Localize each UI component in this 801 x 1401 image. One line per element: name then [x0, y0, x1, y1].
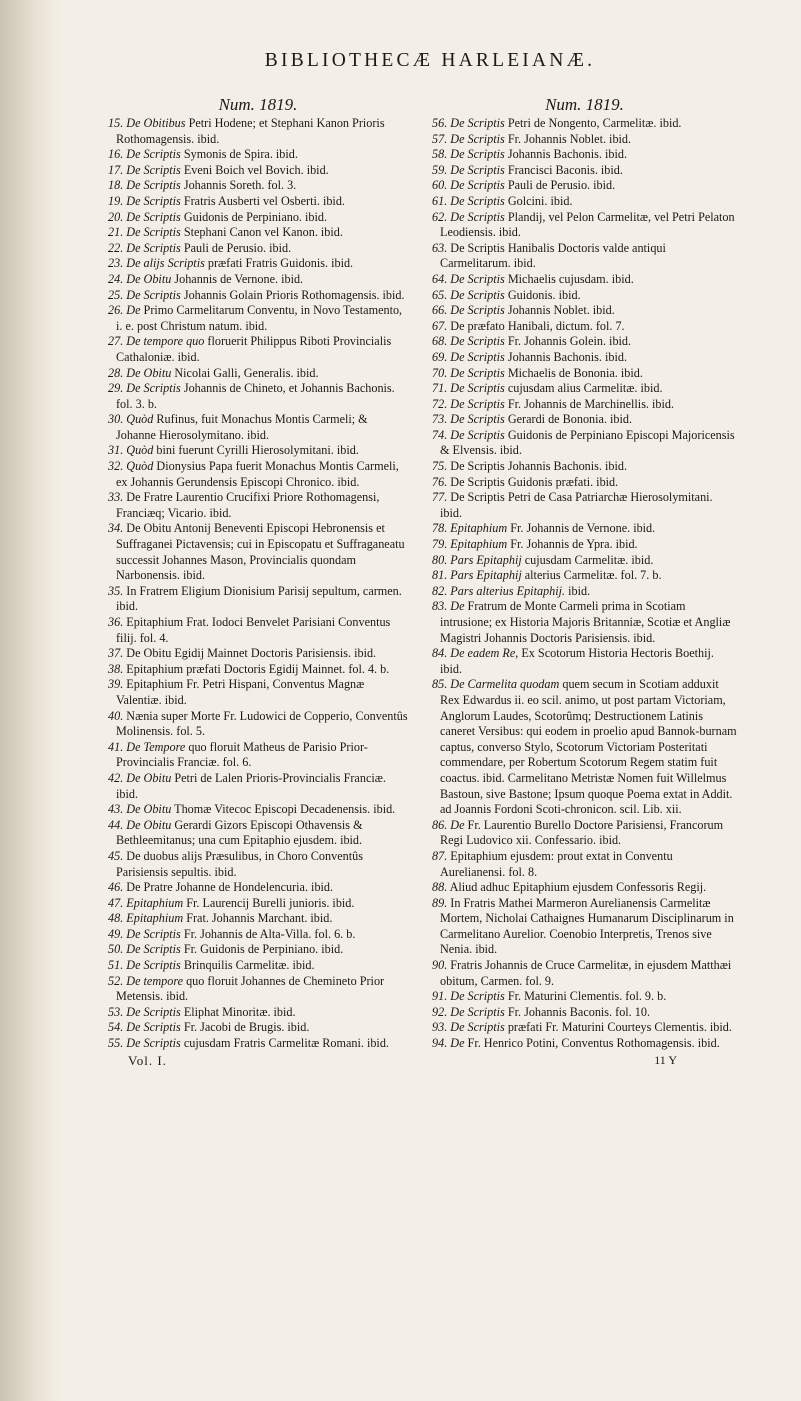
entry-text: Francisci Baconis. ibid.: [504, 162, 623, 177]
catalogue-entry: [432, 147, 737, 163]
catalogue-entry: [432, 412, 737, 428]
entry-text: Symonis de Spira. ibid.: [180, 147, 298, 162]
entry-text: Fr. Jacobi de Brugis. ibid.: [180, 1020, 310, 1035]
entry-text: Gerardi de Bononia. ibid.: [504, 412, 633, 427]
entry-lead: 94. De: [432, 1036, 465, 1051]
catalogue-entry: [108, 896, 408, 912]
catalogue-entry: [432, 989, 737, 1005]
entry-text: cujusdam Fratris Carmelitæ Romani. ibid.: [180, 1036, 389, 1051]
entry-lead: 20. De Scriptis: [108, 209, 181, 224]
entry-text: præfati Fr. Maturini Courteys Clementis. ibid.: [504, 1020, 732, 1035]
catalogue-entry: [108, 381, 408, 412]
entry-lead: 55. De Scriptis: [108, 1036, 181, 1051]
entry-text: Michaelis cujusdam. ibid.: [504, 271, 634, 286]
entry-text: Pauli de Perusio. ibid.: [180, 240, 292, 255]
entry-text: Guidonis de Perpiniano Episcopi Majoricensis & Elvensis. ibid.: [440, 427, 735, 458]
catalogue-entry: [108, 646, 408, 662]
entry-lead: 25. De Scriptis: [108, 287, 181, 302]
catalogue-entry: [108, 459, 408, 490]
entry-text: Fr. Johannis Golein. ibid.: [504, 334, 632, 349]
entry-text: De duobus alijs Præsulibus, in Choro Conventûs Parisiensis sepultis. ibid.: [116, 848, 363, 879]
catalogue-entry: [108, 116, 408, 147]
catalogue-entry: [432, 194, 737, 210]
right-column: [432, 96, 737, 1068]
entry-text: De Scriptis Hanibalis Doctoris valde antiqui Carmelitarum. ibid.: [440, 240, 666, 271]
entry-text: Epitaphium ejusdem: prout extat in Conventu Aurelianensi. fol. 8.: [440, 848, 673, 879]
catalogue-entry: [432, 350, 737, 366]
entry-lead: 79. Epitaphium: [432, 537, 508, 552]
entry-text: quo floruit Matheus de Parisio Prior-Provincialis Franciæ. fol. 6.: [116, 739, 368, 770]
entry-lead: 81. Pars Epitaphij: [432, 568, 522, 583]
catalogue-entry: [108, 163, 408, 179]
entry-lead: 61. De Scriptis: [432, 193, 505, 208]
entry-text: ibid.: [565, 583, 591, 598]
entry-text: Stephani Canon vel Kanon. ibid.: [180, 225, 343, 240]
left-column: [108, 96, 408, 1068]
entry-lead: 91. De Scriptis: [432, 989, 505, 1004]
entry-text: Johannis Bachonis. ibid.: [504, 147, 627, 162]
catalogue-entry: [432, 381, 737, 397]
entry-lead: 60. De Scriptis: [432, 178, 505, 193]
entry-lead: 88.: [432, 880, 448, 895]
entry-text: Fr. Johannis de Alta-Villa. fol. 6. b.: [180, 926, 356, 941]
catalogue-entry: [108, 443, 408, 459]
catalogue-entry: [432, 880, 737, 896]
entry-text: Fr. Maturini Clementis. fol. 9. b.: [504, 989, 667, 1004]
entry-lead: 21. De Scriptis: [108, 225, 181, 240]
catalogue-entry: [108, 490, 408, 521]
entry-text: Epitaphium præfati Doctoris Egidij Mainnet. fol. 4. b.: [123, 661, 390, 676]
entry-lead: 66. De Scriptis: [432, 303, 505, 318]
entry-lead: 80. Pars Epitaphij: [432, 552, 522, 567]
catalogue-entry: [432, 568, 737, 584]
entry-lead: 71. De Scriptis: [432, 381, 505, 396]
entry-lead: 54. De Scriptis: [108, 1020, 181, 1035]
entry-text: De præfato Hanibali, dictum. fol. 7.: [447, 318, 625, 333]
catalogue-entry: [432, 116, 737, 132]
entry-text: Pauli de Perusio. ibid.: [504, 178, 616, 193]
entry-lead: 38.: [108, 661, 124, 676]
running-header: BIBLIOTHECÆ HARLEIANÆ.: [264, 50, 596, 71]
right-column-number: Num. 1819.: [545, 95, 624, 114]
entry-lead: 16. De Scriptis: [108, 147, 181, 162]
entry-text: Fr. Guidonis de Perpiniano. ibid.: [180, 942, 344, 957]
entry-text: Gerardi Gizors Episcopi Othavensis & Bethleemitanus; una cum Epitaphio ejusdem. ibid.: [116, 817, 363, 848]
entry-lead: 36.: [108, 615, 124, 629]
entry-text: Golcini. ibid.: [504, 193, 573, 208]
entry-lead: 83. De: [432, 599, 465, 614]
entry-text: bini fuerunt Cyrilli Hierosolymitani. ibid.: [153, 443, 359, 458]
catalogue-entry: [432, 303, 737, 319]
entry-lead: 86. De: [432, 817, 465, 832]
entry-text: Ex Scotorum Historia Hectoris Boethij. ibid.: [440, 646, 714, 676]
catalogue-entry: [108, 178, 408, 194]
catalogue-entry: [432, 475, 737, 491]
entry-lead: 76.: [432, 474, 448, 489]
entry-lead: 31. Quòd: [108, 443, 154, 458]
entry-lead: 57. De Scriptis: [432, 131, 505, 146]
entry-lead: 39.: [108, 677, 124, 692]
entry-text: Frat. Johannis Marchant. ibid.: [183, 911, 333, 926]
entry-text: Fr. Johannis de Vernone. ibid.: [507, 521, 656, 536]
entry-text: Guidonis de Perpiniano. ibid.: [180, 209, 328, 224]
catalogue-entry: [432, 896, 737, 958]
entry-lead: 27. De tempore quo: [108, 334, 205, 349]
entry-lead: 78. Epitaphium: [432, 521, 508, 536]
catalogue-entry: [108, 709, 408, 740]
entry-lead: 34.: [108, 521, 124, 536]
catalogue-entry: [432, 490, 737, 521]
entry-lead: 68. De Scriptis: [432, 334, 505, 349]
entry-text: Fr. Johannis Noblet. ibid.: [504, 131, 632, 146]
entry-text: Johannis de Chineto, et Johannis Bachonis. fol. 3. b.: [116, 381, 395, 411]
entry-lead: 62. De Scriptis: [432, 209, 505, 224]
entry-text: Fr. Johannis de Ypra. ibid.: [507, 537, 638, 552]
entry-text: Eveni Boich vel Bovich. ibid.: [180, 162, 329, 177]
catalogue-entry: [432, 818, 737, 849]
catalogue-entry: [432, 288, 737, 304]
right-entry-list: [432, 116, 737, 1052]
entry-text: De Obitu Antonij Beneventi Episcopi Hebronensis et Suffraganei Pictavensis; cui in Episcopatu et Suffraganeatu successit Johannes Mason, Provincialis quondam Narbonensis. ibid.: [116, 521, 405, 583]
entry-text: Petri de Nongento, Carmelitæ. ibid.: [504, 116, 682, 130]
entry-text: floruerit Philippus Riboti Provincialis Cathaloniæ. ibid.: [116, 334, 392, 364]
entry-lead: 35.: [108, 583, 124, 598]
catalogue-entry: [108, 927, 408, 943]
entry-lead: 17. De Scriptis: [108, 162, 181, 177]
entry-lead: 48. Epitaphium: [108, 911, 184, 926]
entry-lead: 41. De Tempore: [108, 739, 186, 754]
catalogue-entry: [108, 194, 408, 210]
entry-text: Johannis Golain Prioris Rothomagensis. ibid.: [180, 287, 405, 302]
entry-text: Fr. Laurencij Burelli junioris. ibid.: [183, 895, 355, 910]
left-entry-list: [108, 116, 408, 1052]
catalogue-entry: [108, 880, 408, 896]
catalogue-entry: [108, 521, 408, 583]
entry-text: Fratris Ausberti vel Osberti. ibid.: [180, 193, 345, 208]
entry-text: In Fratris Mathei Marmeron Aurelianensis Carmelitæ Mortem, Nicholai Cathaignes Humanarum Disciplinarum in Carmelitano Aurelior. Coenobio Interpretis, Trenos sive Nenia. ibid.: [440, 895, 734, 957]
catalogue-entry: [432, 334, 737, 350]
entry-lead: 44. De Obitu: [108, 817, 172, 832]
catalogue-entry: [432, 132, 737, 148]
entry-text: Johannis Noblet. ibid.: [504, 303, 615, 318]
catalogue-entry: [432, 272, 737, 288]
entry-text: cujusdam alius Carmelitæ. ibid.: [504, 381, 663, 396]
entry-lead: 87.: [432, 848, 448, 863]
catalogue-entry: [108, 147, 408, 163]
entry-lead: 59. De Scriptis: [432, 162, 505, 177]
entry-lead: 75.: [432, 459, 448, 474]
entry-lead: 49. De Scriptis: [108, 926, 181, 941]
entry-text: Plandij, vel Pelon Carmelitæ, vel Petri Pelaton Leodiensis. ibid.: [440, 209, 735, 240]
entry-lead: 42. De Obitu: [108, 770, 172, 785]
entry-text: Thomæ Vitecoc Episcopi Decadenensis. ibid.: [171, 802, 396, 817]
catalogue-entry: [108, 584, 408, 615]
entry-text: Guidonis. ibid.: [504, 287, 581, 302]
gathering-signature: 11 Y: [654, 1052, 677, 1067]
entry-lead: 15. De Obitibus: [108, 116, 186, 130]
entry-lead: 84. De eadem Re,: [432, 646, 519, 661]
entry-text: Primo Carmelitarum Conventu, in Novo Testamento, i. e. post Christum natum. ibid.: [116, 303, 403, 333]
catalogue-entry: [432, 521, 737, 537]
page-gutter-shadow: [0, 0, 60, 1401]
entry-lead: 33.: [108, 490, 124, 505]
catalogue-entry: [432, 163, 737, 179]
catalogue-entry: [432, 958, 737, 989]
entry-text: De Scriptis Guidonis præfati. ibid.: [447, 474, 619, 489]
entry-text: Nicolai Galli, Generalis. ibid.: [171, 365, 319, 380]
catalogue-entry: [108, 740, 408, 771]
entry-text: De Pratre Johanne de Hondelencuria. ibid.: [123, 880, 334, 895]
catalogue-entry: [432, 459, 737, 475]
catalogue-entry: [108, 303, 408, 334]
entry-text: Rufinus, fuit Monachus Montis Carmeli; & Johanne Hierosolymitano. ibid.: [116, 412, 368, 442]
catalogue-entry: [108, 911, 408, 927]
entry-lead: 43. De Obitu: [108, 802, 172, 817]
entry-lead: 32. Quòd: [108, 459, 154, 474]
catalogue-entry: [108, 288, 408, 304]
catalogue-entry: [432, 319, 737, 335]
entry-lead: 37.: [108, 646, 124, 661]
entry-lead: 67.: [432, 318, 448, 333]
entry-text: Dionysius Papa fuerit Monachus Montis Carmeli, ex Johannis Gerundensis Episcopi Chronico. ibid.: [116, 459, 399, 489]
entry-text: De Fratre Laurentio Crucifixi Priore Rothomagensi, Franciæq; Vicario. ibid.: [116, 490, 380, 520]
catalogue-entry: [108, 615, 408, 646]
catalogue-entry: [432, 178, 737, 194]
entry-lead: 70. De Scriptis: [432, 365, 505, 380]
entry-text: De Scriptis Johannis Bachonis. ibid.: [447, 459, 627, 474]
entry-text: Epitaphium Frat. Iodoci Benvelet Parisiani Conventus filij. fol. 4.: [116, 615, 391, 645]
left-column-number: Num. 1819.: [218, 95, 298, 114]
catalogue-entry: [432, 553, 737, 569]
entry-lead: 40.: [108, 708, 124, 723]
entry-lead: 89.: [432, 895, 448, 910]
entry-lead: 53. De Scriptis: [108, 1004, 181, 1019]
entry-lead: 50. De Scriptis: [108, 942, 181, 957]
entry-lead: 46.: [108, 880, 124, 895]
catalogue-entry: [432, 584, 737, 600]
catalogue-entry: [432, 241, 737, 272]
entry-lead: 63.: [432, 240, 448, 255]
catalogue-entry: [108, 818, 408, 849]
entry-text: Aliud adhuc Epitaphium ejusdem Confessoris Regij.: [447, 880, 707, 895]
entry-lead: 23. De alijs Scriptis: [108, 256, 205, 271]
entry-lead: 18. De Scriptis: [108, 178, 181, 193]
catalogue-entry: [108, 771, 408, 802]
catalogue-entry: [108, 210, 408, 226]
entry-text: Fr. Henrico Potini, Conventus Rothomagensis. ibid.: [464, 1036, 720, 1051]
entry-lead: 69. De Scriptis: [432, 349, 505, 364]
entry-lead: 72. De Scriptis: [432, 396, 505, 411]
entry-text: De Obitu Egidij Mainnet Doctoris Parisiensis. ibid.: [123, 646, 377, 661]
entry-lead: 58. De Scriptis: [432, 147, 505, 162]
catalogue-entry: [432, 537, 737, 553]
entry-text: Nænia super Morte Fr. Ludowici de Copperio, Conventûs Molinensis. fol. 5.: [116, 708, 408, 739]
catalogue-entry: [108, 366, 408, 382]
entry-lead: 92. De Scriptis: [432, 1004, 505, 1019]
catalogue-entry: [432, 646, 737, 677]
catalogue-entry: [108, 677, 408, 708]
entry-text: De Scriptis Petri de Casa Patriarchæ Hierosolymitani. ibid.: [440, 490, 713, 520]
entry-text: Fr. Johannis de Marchinellis. ibid.: [504, 396, 675, 411]
entry-lead: 19. De Scriptis: [108, 193, 181, 208]
entry-text: præfati Fratris Guidonis. ibid.: [204, 256, 354, 271]
catalogue-entry: [432, 210, 737, 241]
catalogue-entry: [432, 1005, 737, 1021]
catalogue-entry: [108, 272, 408, 288]
catalogue-entry: [432, 599, 737, 646]
catalogue-entry: [108, 662, 408, 678]
entry-text: Johannis Bachonis. ibid.: [504, 349, 627, 364]
entry-text: Fratrum de Monte Carmeli prima in Scotiam intrusione; ex Historia Majoris Britanniæ, Scotiæ et Angliæ Magistri Johannis Doctoris Parisiensis. ibid.: [440, 599, 731, 645]
entry-lead: 22. De Scriptis: [108, 240, 181, 255]
catalogue-entry: [108, 412, 408, 443]
catalogue-entry: [432, 397, 737, 413]
entry-lead: 82. Pars alterius Epitaphij.: [432, 583, 566, 598]
entry-lead: 73. De Scriptis: [432, 412, 505, 427]
catalogue-entry: [432, 1036, 737, 1052]
entry-text: Johannis de Vernone. ibid.: [171, 271, 304, 286]
catalogue-entry: [108, 334, 408, 365]
entry-lead: 64. De Scriptis: [432, 271, 505, 286]
entry-text: alterius Carmelitæ. fol. 7. b.: [521, 568, 662, 583]
entry-lead: 85. De Carmelita quodam: [432, 677, 560, 692]
entry-text: quem secum in Scotiam adduxit Rex Edwardus ii. eo scil. animo, ut post partam Victoriam, Anglorum Laudes, Scotorûmq; Destructionem Latinis caneret Versibus: qui eodem in proelio apud Bannok-burnam captus, converso Stylo, Scotorum Victoriam Posteritati commendare, per Robertum Scotorum Regem statim fuit coactus. ibid. Carmelitano Metristæ Nomen fuit Willelmus Bastoun, sive Bastone; Ipsum quoque Poema extat in Addit. ad Joannis Fordoni Scoti-chronicon. scil. Lib. xii.: [440, 677, 737, 817]
entry-lead: 52. De tempore: [108, 973, 184, 988]
entry-text: Petri Hodene; et Stephani Kanon Prioris Rothomagensis. ibid.: [116, 116, 385, 146]
entry-lead: 47. Epitaphium: [108, 895, 184, 910]
entry-text: Epitaphium Fr. Petri Hispani, Conventus Magnæ Valentiæ. ibid.: [116, 677, 365, 707]
entry-lead: 65. De Scriptis: [432, 287, 505, 302]
entry-lead: 77.: [432, 490, 448, 505]
catalogue-entry: [432, 849, 737, 880]
catalogue-entry: [108, 958, 408, 974]
entry-text: Fratris Johannis de Cruce Carmelitæ, in ejusdem Matthæi obitum, Carmen. fol. 9.: [440, 958, 732, 988]
catalogue-entry: [108, 241, 408, 257]
entry-text: cujusdam Carmelitæ. ibid.: [521, 552, 654, 567]
entry-text: Fr. Johannis Baconis. fol. 10.: [504, 1004, 651, 1019]
entry-text: Michaelis de Bononia. ibid.: [504, 365, 643, 380]
entry-text: Brinquilis Carmelitæ. ibid.: [180, 958, 315, 973]
entry-lead: 74. De Scriptis: [432, 427, 505, 442]
entry-lead: 26. De: [108, 303, 141, 318]
entry-text: Johannis Soreth. fol. 3.: [180, 178, 297, 193]
catalogue-entry: [108, 942, 408, 958]
volume-signature: Vol. I.: [128, 1052, 167, 1068]
entry-lead: 24. De Obitu: [108, 271, 172, 286]
catalogue-entry: [432, 1020, 737, 1036]
entry-text: Fr. Laurentio Burello Doctore Parisiensi, Francorum Regi Ludovico xii. Confessario. ibid.: [440, 817, 724, 848]
entry-lead: 51. De Scriptis: [108, 958, 181, 973]
entry-lead: 93. De Scriptis: [432, 1020, 505, 1035]
catalogue-entry: [108, 1005, 408, 1021]
entry-text: Petri de Lalen Prioris-Provincialis Franciæ. ibid.: [116, 770, 386, 801]
entry-lead: 45.: [108, 848, 124, 863]
entry-text: Eliphat Minoritæ. ibid.: [180, 1004, 296, 1019]
catalogue-entry: [108, 974, 408, 1005]
catalogue-entry: [108, 1036, 408, 1052]
catalogue-entry: [108, 1020, 408, 1036]
catalogue-entry: [108, 802, 408, 818]
entry-lead: 28. De Obitu: [108, 365, 172, 380]
catalogue-entry: [108, 256, 408, 272]
entry-text: In Fratrem Eligium Dionisium Parisij sepultum, carmen. ibid.: [116, 583, 402, 614]
entry-lead: 56. De Scriptis: [432, 116, 505, 130]
catalogue-entry: [432, 366, 737, 382]
catalogue-entry: [108, 849, 408, 880]
entry-lead: 90.: [432, 958, 448, 973]
catalogue-entry: [108, 225, 408, 241]
catalogue-entry: [432, 428, 737, 459]
entry-lead: 29. De Scriptis: [108, 381, 181, 396]
catalogue-entry: [432, 677, 737, 817]
entry-text: quo floruit Johannes de Chemineto Prior Metensis. ibid.: [116, 973, 385, 1004]
entry-lead: 30. Quòd: [108, 412, 154, 427]
